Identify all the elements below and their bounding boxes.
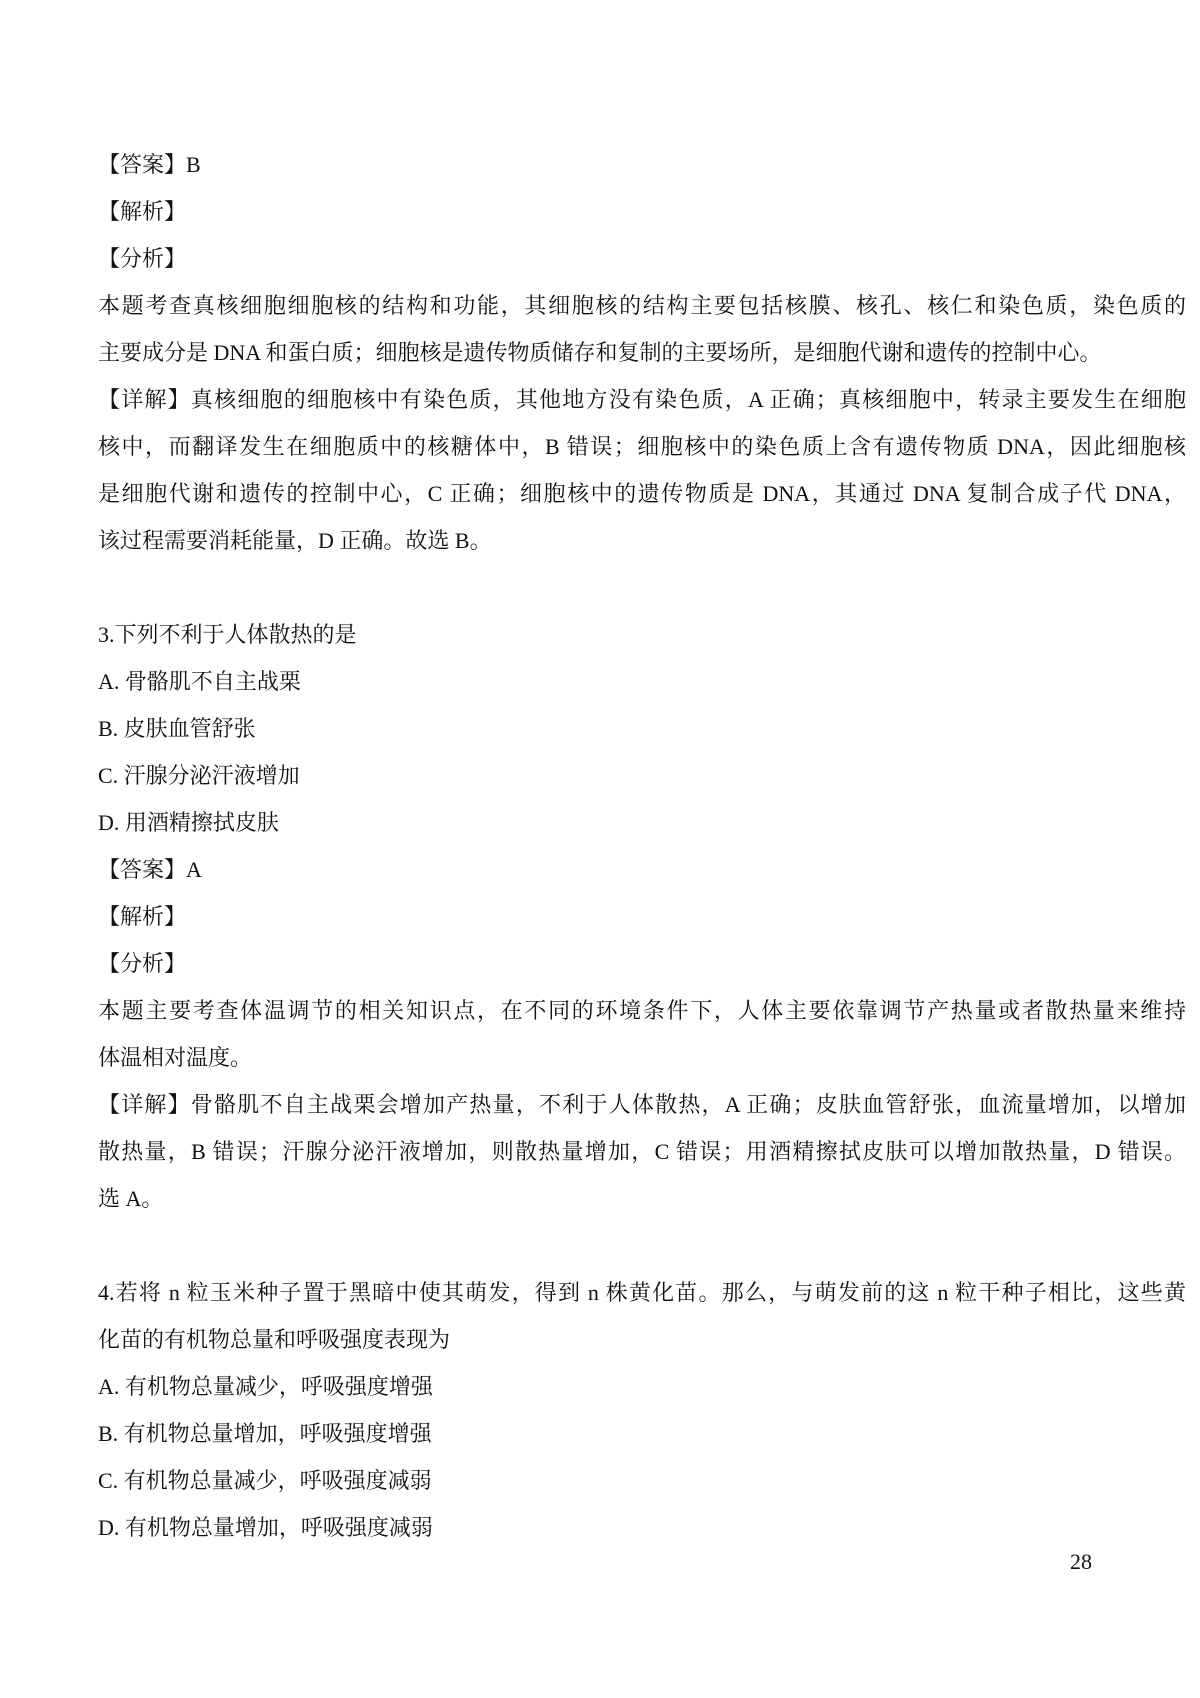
q3-jiexi-label: 【解析】 <box>98 904 187 929</box>
q3-fenxi-label: 【分析】 <box>98 951 187 976</box>
spacer <box>98 564 1186 611</box>
q3-option-d: D. 用酒精擦拭皮肤 <box>98 810 279 835</box>
q4-stem-line: 4.若将 n 粒玉米种子置于黑暗中使其萌发，得到 n 株黄化苗。那么，与萌发前的这 n 粒干种子相比，这些黄 <box>98 1280 1186 1305</box>
question-4 <box>98 1269 1186 1551</box>
q3-option-c: C. 汗腺分泌汗液增加 <box>98 763 300 788</box>
q2-answer-block <box>98 141 1186 564</box>
q4-stem-line: 化苗的有机物总量和呼吸强度表现为 <box>98 1327 451 1352</box>
question-3 <box>98 611 1186 1222</box>
q2-answer-label: 【答案】B <box>98 152 201 177</box>
q3-analysis-line: 本题主要考查体温调节的相关知识点，在不同的环境条件下，人体主要依靠调节产热量或者散热量来维持 <box>98 998 1186 1023</box>
q3-detail-line: 散热量，B 错误；汗腺分泌汗液增加，则散热量增加，C 错误；用酒精擦拭皮肤可以增加散热量，D 错误。 <box>98 1139 1186 1164</box>
q2-fenxi-label: 【分析】 <box>98 246 187 271</box>
q2-analysis-line: 本题考查真核细胞细胞核的结构和功能，其细胞核的结构主要包括核膜、核孔、核仁和染色质，染色质的 <box>98 293 1186 318</box>
q2-jiexi-label: 【解析】 <box>98 199 187 224</box>
q2-analysis-line: 主要成分是 DNA 和蛋白质；细胞核是遗传物质储存和复制的主要场所，是细胞代谢和遗传的控制中心。 <box>98 340 1102 365</box>
q4-option-c: C. 有机物总量减少，呼吸强度减弱 <box>98 1468 432 1493</box>
page-number: 28 <box>1070 1549 1092 1574</box>
q3-option-a: A. 骨骼肌不自主战栗 <box>98 669 301 694</box>
q2-detail-line: 【详解】真核细胞的细胞核中有染色质，其他地方没有染色质，A 正确；真核细胞中，转录主要发生在细胞 <box>98 387 1186 412</box>
q3-analysis-line: 体温相对温度。 <box>98 1045 253 1070</box>
q2-detail-line: 核中，而翻译发生在细胞质中的核糖体中，B 错误；细胞核中的染色质上含有遗传物质 DNA，因此细胞核 <box>98 434 1186 459</box>
page-content <box>98 141 1186 1551</box>
q4-option-b: B. 有机物总量增加，呼吸强度增强 <box>98 1421 432 1446</box>
spacer <box>98 1222 1186 1269</box>
q3-detail-line: 【详解】骨骼肌不自主战栗会增加产热量，不利于人体散热，A 正确；皮肤血管舒张，血流量增加，以增加 <box>98 1092 1186 1117</box>
q4-option-a: A. 有机物总量减少，呼吸强度增强 <box>98 1374 433 1399</box>
q4-option-d: D. 有机物总量增加，呼吸强度减弱 <box>98 1515 433 1540</box>
q3-option-b: B. 皮肤血管舒张 <box>98 716 256 741</box>
q3-answer-label: 【答案】A <box>98 857 202 882</box>
q3-detail-line: 选 A。 <box>98 1186 164 1211</box>
q3-stem: 3.下列不利于人体散热的是 <box>98 622 357 647</box>
q2-detail-line: 是细胞代谢和遗传的控制中心，C 正确；细胞核中的遗传物质是 DNA，其通过 DNA 复制合成子代 DNA， <box>98 481 1186 506</box>
q2-detail-line: 该过程需要消耗能量，D 正确。故选 B。 <box>98 528 492 553</box>
